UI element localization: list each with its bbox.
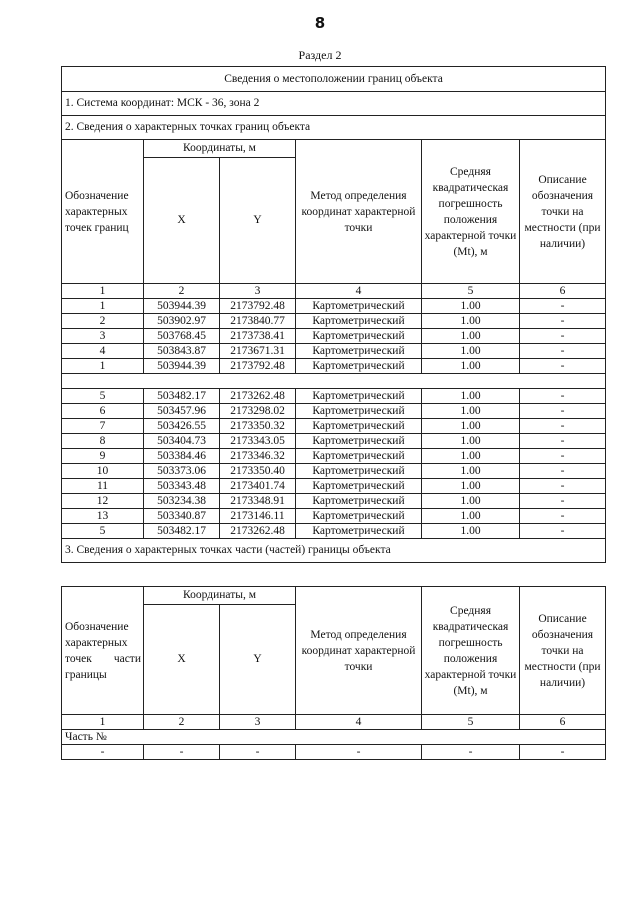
table-cell: 2 [62, 314, 144, 329]
table-cell: 2173350.32 [220, 419, 296, 434]
table-row [62, 449, 606, 464]
table-row [62, 479, 606, 494]
table-cell: - [520, 434, 606, 449]
table-cell: 1.00 [422, 404, 520, 419]
column-number: 1 [62, 715, 144, 730]
column-number: 5 [422, 715, 520, 730]
coordinate-system: 1. Система координат: МСК - 36, зона 2 [62, 92, 606, 116]
contour-separator [62, 374, 606, 389]
x-header: X [144, 158, 220, 284]
table-cell: 2173840.77 [220, 314, 296, 329]
table-cell: - [520, 494, 606, 509]
table-row [62, 419, 606, 434]
table-cell: - [296, 745, 422, 760]
table-cell: 5 [62, 389, 144, 404]
designation-part-header: Обозначение характерных точек части границы [62, 587, 144, 715]
y-header-part: Y [220, 605, 296, 715]
table-row [62, 359, 606, 374]
table-cell: 2173792.48 [220, 359, 296, 374]
table-cell: - [62, 745, 144, 760]
description-header: Описание обозначения точки на местности (при наличии) [520, 140, 606, 284]
table-cell: 3 [62, 329, 144, 344]
table-cell: 1.00 [422, 524, 520, 539]
table-row [62, 344, 606, 359]
table-cell: 1.00 [422, 449, 520, 464]
table-cell: 1 [62, 359, 144, 374]
table-cell: - [520, 509, 606, 524]
table-cell: Картометрический [296, 434, 422, 449]
column-number: 1 [62, 284, 144, 299]
table-cell: Картометрический [296, 479, 422, 494]
table-cell: - [520, 524, 606, 539]
table-cell: 503404.73 [144, 434, 220, 449]
y-header: Y [220, 158, 296, 284]
error-header: Средняя квадратическая погрешность положения характерной точки (Mt), м [422, 140, 520, 284]
table-cell: 2173262.48 [220, 524, 296, 539]
table-cell: Картометрический [296, 419, 422, 434]
table-cell: 2173346.32 [220, 449, 296, 464]
table-cell: - [220, 745, 296, 760]
coordinates-header: Координаты, м [144, 140, 296, 158]
column-number: 2 [144, 715, 220, 730]
table-cell: 503426.55 [144, 419, 220, 434]
table-row [62, 329, 606, 344]
table-cell: 13 [62, 509, 144, 524]
table-row [62, 524, 606, 539]
column-number: 6 [520, 284, 606, 299]
table-cell: 5 [62, 524, 144, 539]
table-cell: 1.00 [422, 359, 520, 374]
table-cell: - [520, 464, 606, 479]
table-cell: 8 [62, 434, 144, 449]
table-cell: 2173262.48 [220, 389, 296, 404]
table-cell: 1.00 [422, 344, 520, 359]
table-cell: 2173792.48 [220, 299, 296, 314]
column-number: 4 [296, 284, 422, 299]
contour-1-rows [62, 299, 606, 374]
table-cell: - [520, 479, 606, 494]
table-row [62, 299, 606, 314]
table-cell: 2173343.05 [220, 434, 296, 449]
table-cell: Картометрический [296, 389, 422, 404]
table-cell: 503902.97 [144, 314, 220, 329]
column-number: 3 [220, 284, 296, 299]
table-cell: 503384.46 [144, 449, 220, 464]
table-cell: 2173738.41 [220, 329, 296, 344]
table-row [62, 314, 606, 329]
table-cell: 1.00 [422, 419, 520, 434]
table-cell: 12 [62, 494, 144, 509]
column-number: 6 [520, 715, 606, 730]
table-cell: 7 [62, 419, 144, 434]
table-cell: 503482.17 [144, 389, 220, 404]
table-cell: 10 [62, 464, 144, 479]
table-cell: 1.00 [422, 464, 520, 479]
contour-2-rows [62, 389, 606, 539]
table-cell: 503944.39 [144, 359, 220, 374]
section2-title: 2. Сведения о характерных точках границ объекта [62, 116, 606, 140]
section3-title: 3. Сведения о характерных точках части (частей) границы объекта [62, 539, 606, 563]
table-cell: 2173348.91 [220, 494, 296, 509]
table-cell: - [520, 419, 606, 434]
column-number: 2 [144, 284, 220, 299]
table-cell: 1.00 [422, 299, 520, 314]
table-cell: 2173146.11 [220, 509, 296, 524]
boundary-points-table [61, 66, 606, 563]
table-cell: 1.00 [422, 389, 520, 404]
coordinates-header-part: Координаты, м [144, 587, 296, 605]
table-cell: - [520, 745, 606, 760]
table-cell: - [520, 314, 606, 329]
table-row [62, 434, 606, 449]
page-number: 8 [314, 14, 326, 32]
table-cell: Картометрический [296, 344, 422, 359]
method-header: Метод определения координат характерной точки [296, 140, 422, 284]
table-cell: 503234.38 [144, 494, 220, 509]
table-cell: - [422, 745, 520, 760]
table-cell: 2173350.40 [220, 464, 296, 479]
table-cell: - [520, 404, 606, 419]
table-cell: Картометрический [296, 494, 422, 509]
table-cell: Картометрический [296, 404, 422, 419]
table-cell: Картометрический [296, 314, 422, 329]
error-header-part: Средняя квадратическая погрешность положения характерной точки (Mt), м [422, 587, 520, 715]
table-cell: - [144, 745, 220, 760]
table-cell: Картометрический [296, 359, 422, 374]
table-cell: 1.00 [422, 494, 520, 509]
table-cell: Картометрический [296, 299, 422, 314]
table-cell: Картометрический [296, 524, 422, 539]
part-points-table [61, 586, 606, 760]
table-cell: 2173298.02 [220, 404, 296, 419]
table-cell: - [520, 344, 606, 359]
table-row [62, 494, 606, 509]
designation-header: Обозначение характерных точек границ [62, 140, 144, 284]
table-cell: 4 [62, 344, 144, 359]
table-cell: 1.00 [422, 314, 520, 329]
column-number: 4 [296, 715, 422, 730]
table-cell: 503843.87 [144, 344, 220, 359]
method-header-part: Метод определения координат характерной точки [296, 587, 422, 715]
table-cell: - [520, 329, 606, 344]
table-cell: Картометрический [296, 509, 422, 524]
table-row [62, 389, 606, 404]
column-number: 3 [220, 715, 296, 730]
part-label: Часть № [62, 730, 606, 745]
description-header-part: Описание обозначения точки на местности (при наличии) [520, 587, 606, 715]
column-number: 5 [422, 284, 520, 299]
table-cell: 1.00 [422, 329, 520, 344]
table-cell: Картометрический [296, 449, 422, 464]
x-header-part: X [144, 605, 220, 715]
table-cell: 503482.17 [144, 524, 220, 539]
section-label: Раздел 2 [298, 48, 342, 62]
table-cell: - [520, 449, 606, 464]
table-row [62, 509, 606, 524]
table-cell: - [520, 359, 606, 374]
table-cell: 503340.87 [144, 509, 220, 524]
table-cell: 11 [62, 479, 144, 494]
table-cell: 1.00 [422, 509, 520, 524]
table-cell: - [520, 389, 606, 404]
table-cell: 2173401.74 [220, 479, 296, 494]
table-cell: 2173671.31 [220, 344, 296, 359]
table-cell: 503343.48 [144, 479, 220, 494]
table-cell: 1 [62, 299, 144, 314]
document-title: Сведения о местоположении границ объекта [62, 67, 606, 92]
table-row [62, 464, 606, 479]
table-row [62, 404, 606, 419]
table-cell: 1.00 [422, 434, 520, 449]
table-cell: 6 [62, 404, 144, 419]
table-cell: Картометрический [296, 464, 422, 479]
table-cell: 503373.06 [144, 464, 220, 479]
table-cell: 1.00 [422, 479, 520, 494]
table-cell: 9 [62, 449, 144, 464]
table-cell: Картометрический [296, 329, 422, 344]
table-cell: 503944.39 [144, 299, 220, 314]
table-cell: 503457.96 [144, 404, 220, 419]
table-cell: - [520, 299, 606, 314]
table-cell: 503768.45 [144, 329, 220, 344]
